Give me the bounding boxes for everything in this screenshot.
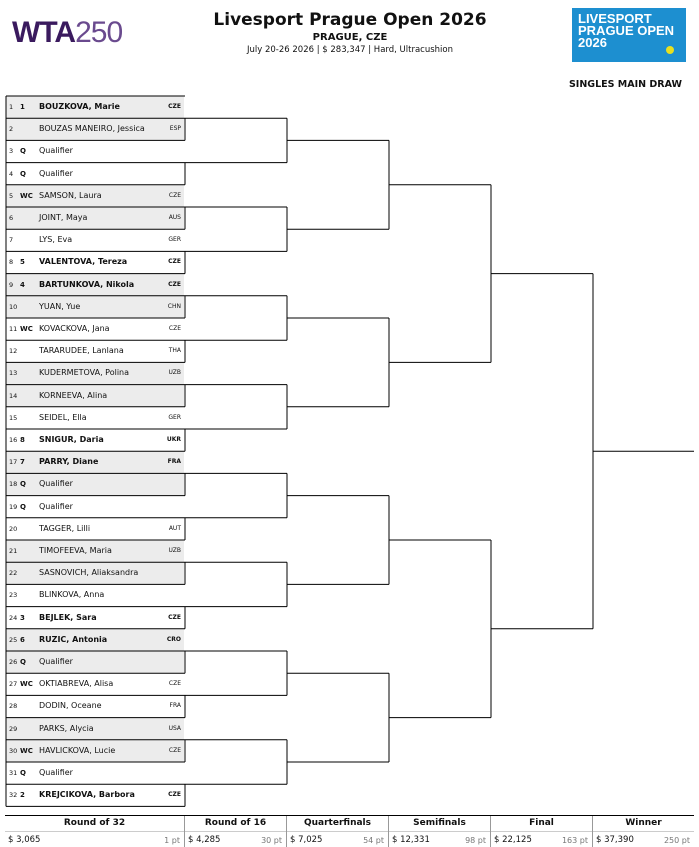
- player-country: CZE: [168, 791, 181, 799]
- round-points: 98 pt: [465, 836, 486, 845]
- prize-money-footer: [5, 815, 694, 847]
- player-name: KUDERMETOVA, Polina: [39, 368, 130, 378]
- draw-number: 20: [9, 524, 18, 533]
- player-name: BOUZAS MANEIRO, Jessica: [39, 124, 145, 134]
- round-points: 163 pt: [561, 836, 588, 845]
- draw-number: 14: [9, 391, 18, 400]
- player-country: CZE: [168, 103, 181, 110]
- player-name: BARTUNKOVA, Nikola: [39, 279, 135, 289]
- draw-number: 29: [9, 724, 18, 733]
- round-prize: $ 22,125: [494, 835, 532, 845]
- tournament-location: PRAGUE, CZE: [312, 32, 388, 43]
- divider: [5, 831, 184, 832]
- draw-number: 8: [9, 258, 14, 267]
- player-name: VALENTOVA, Tereza: [39, 257, 128, 267]
- draw-number: 26: [9, 658, 18, 666]
- draw-number: 24: [9, 613, 18, 622]
- round-label: Quarterfinals: [303, 818, 371, 828]
- player-country: CZE: [168, 191, 181, 199]
- divider: [593, 831, 694, 832]
- player-name: Qualifier: [39, 168, 73, 178]
- player-country: CZE: [168, 325, 181, 332]
- player-country: AUS: [168, 214, 181, 221]
- round-label: Round of 16: [204, 818, 267, 828]
- round-points: 54 pt: [363, 836, 384, 845]
- player-name: TIMOFEEVA, Maria: [39, 546, 112, 555]
- player-country: CZE: [168, 280, 181, 288]
- seed-label: WC: [20, 191, 33, 200]
- player-name: PARRY, Diane: [39, 457, 99, 467]
- player-name: SAMSON, Laura: [39, 190, 102, 200]
- draw-number: 6: [9, 214, 14, 222]
- player-name: LYS, Eva: [39, 235, 73, 245]
- player-country: CZE: [168, 258, 181, 266]
- round-prize: $ 12,331: [392, 835, 430, 845]
- player-name: YUAN, Yue: [39, 301, 81, 311]
- divider: [491, 831, 592, 832]
- player-country: UKR: [166, 436, 181, 443]
- draw-number: 7: [9, 236, 14, 245]
- player-name: DODIN, Oceane: [39, 701, 102, 711]
- draw-number: 15: [9, 413, 18, 422]
- player-country: CZE: [168, 680, 181, 688]
- player-country: CZE: [168, 746, 181, 754]
- player-name: BEJLEK, Sara: [39, 612, 97, 622]
- seed-label: 5: [20, 258, 25, 267]
- round-points: 30 pt: [261, 836, 282, 845]
- draw-number: 30: [9, 746, 18, 755]
- seed-label: Q: [20, 658, 26, 666]
- draw-number: 27: [9, 680, 18, 689]
- draw-number: 16: [9, 436, 18, 444]
- player-name: BOUZKOVA, Marie: [39, 102, 120, 111]
- draw-number: 1: [9, 103, 14, 111]
- divider: [389, 831, 490, 832]
- player-name: SASNOVICH, Aliaksandra: [39, 568, 139, 578]
- round-prize: $ 7,025: [290, 835, 323, 845]
- tournament-details: July 20-26 2026 | $ 283,347 | Hard, Ultracushion: [246, 45, 453, 55]
- round-prize-cell: [184, 816, 286, 847]
- player-name: TAGGER, Lilli: [39, 523, 91, 533]
- player-name: KOVACKOVA, Jana: [39, 324, 110, 333]
- player-name: SNIGUR, Daria: [39, 435, 104, 444]
- player-name: PARKS, Alycia: [39, 723, 94, 733]
- player-name: KREJCIKOVA, Barbora: [39, 790, 135, 800]
- round-prize-cell: [490, 816, 592, 847]
- player-name: RUZIC, Antonia: [39, 634, 108, 644]
- player-country: USA: [168, 724, 181, 732]
- seed-label: Q: [20, 502, 26, 511]
- round-prize-cell: [286, 816, 388, 847]
- round-label: Final: [529, 818, 554, 828]
- wta-level: 250: [75, 16, 123, 49]
- draw-number: 32: [9, 791, 18, 800]
- seed-label: 8: [20, 436, 25, 444]
- draw-number: 13: [9, 369, 18, 378]
- draw-number: 28: [9, 702, 18, 711]
- seed-label: WC: [20, 746, 33, 755]
- divider: [185, 831, 286, 832]
- player-name: HAVLICKOVA, Lucie: [39, 745, 116, 755]
- draw-number: 5: [9, 191, 14, 200]
- round-points: 1 pt: [164, 836, 180, 845]
- round-prize: $ 3,065: [8, 835, 41, 845]
- player-country: CHN: [167, 302, 181, 310]
- logo-line-2: PRAGUE OPEN: [578, 23, 675, 38]
- draw-number: 12: [9, 347, 18, 356]
- draw-number: 17: [9, 458, 18, 467]
- round-prize-cell: [592, 816, 694, 847]
- player-name: Qualifier: [39, 146, 73, 156]
- logo-line-1: LIVESPORT: [578, 11, 652, 26]
- round-prize: $ 4,285: [188, 835, 221, 845]
- seed-label: WC: [20, 680, 33, 689]
- seed-label: 4: [20, 280, 25, 289]
- draw-number: 25: [9, 635, 18, 644]
- player-name: JOINT, Maya: [39, 213, 88, 222]
- player-name: KORNEEVA, Alina: [39, 390, 108, 400]
- player-country: FRA: [169, 702, 181, 710]
- divider: [287, 831, 388, 832]
- wta-logo-text: WTA: [12, 16, 76, 49]
- draw-number: 11: [9, 325, 18, 333]
- draw-number: 21: [9, 547, 18, 555]
- player-country: CRO: [166, 635, 181, 643]
- round-prize: $ 37,390: [596, 835, 634, 845]
- seed-label: 7: [20, 458, 25, 467]
- player-country: ESP: [169, 125, 181, 133]
- player-name: TARARUDEE, Lanlana: [39, 346, 124, 356]
- tournament-title: Livesport Prague Open 2026: [213, 10, 487, 30]
- draw-number: 4: [9, 169, 14, 178]
- draw-number: 3: [9, 147, 14, 156]
- player-country: UZB: [168, 369, 181, 377]
- draw-number: 23: [9, 591, 18, 600]
- seed-label: 2: [20, 791, 25, 800]
- player-country: AUT: [168, 524, 181, 532]
- player-name: Qualifier: [39, 657, 73, 666]
- round-points: 250 pt: [663, 836, 690, 845]
- player-country: UZB: [168, 547, 181, 554]
- player-name: Qualifier: [39, 479, 73, 489]
- seed-label: 1: [20, 103, 25, 111]
- draw-number: 22: [9, 569, 18, 578]
- seed-label: Q: [20, 147, 26, 156]
- player-country: FRA: [167, 458, 181, 466]
- seed-label: Q: [20, 769, 26, 777]
- draw-number: 31: [9, 769, 18, 777]
- player-name: Qualifier: [39, 501, 73, 511]
- draw-number: 10: [9, 302, 18, 311]
- logo-line-3: 2026: [578, 35, 607, 50]
- seed-label: Q: [20, 169, 26, 178]
- draw-number: 9: [9, 280, 14, 289]
- player-country: GER: [168, 236, 181, 244]
- seed-label: 6: [20, 635, 25, 644]
- player-country: THA: [168, 347, 181, 355]
- round-label: Semifinals: [413, 818, 466, 828]
- round-label: Round of 32: [63, 818, 126, 828]
- seed-label: 3: [20, 613, 25, 622]
- round-label: Winner: [625, 818, 662, 828]
- round-prize-cell: [388, 816, 490, 847]
- seed-label: WC: [20, 325, 33, 333]
- seed-label: Q: [20, 480, 26, 489]
- player-name: SEIDEL, Ella: [39, 412, 87, 422]
- player-name: OKTIABREVA, Alisa: [39, 679, 114, 689]
- player-name: BLINKOVA, Anna: [39, 590, 105, 600]
- player-country: GER: [168, 413, 181, 421]
- player-country: CZE: [168, 613, 181, 621]
- round-prize-cell: [5, 816, 184, 847]
- draw-label: SINGLES MAIN DRAW: [568, 79, 682, 90]
- player-name: Qualifier: [39, 768, 73, 777]
- draw-number: 19: [9, 502, 18, 511]
- draw-number: 18: [9, 480, 18, 489]
- draw-number: 2: [9, 125, 14, 134]
